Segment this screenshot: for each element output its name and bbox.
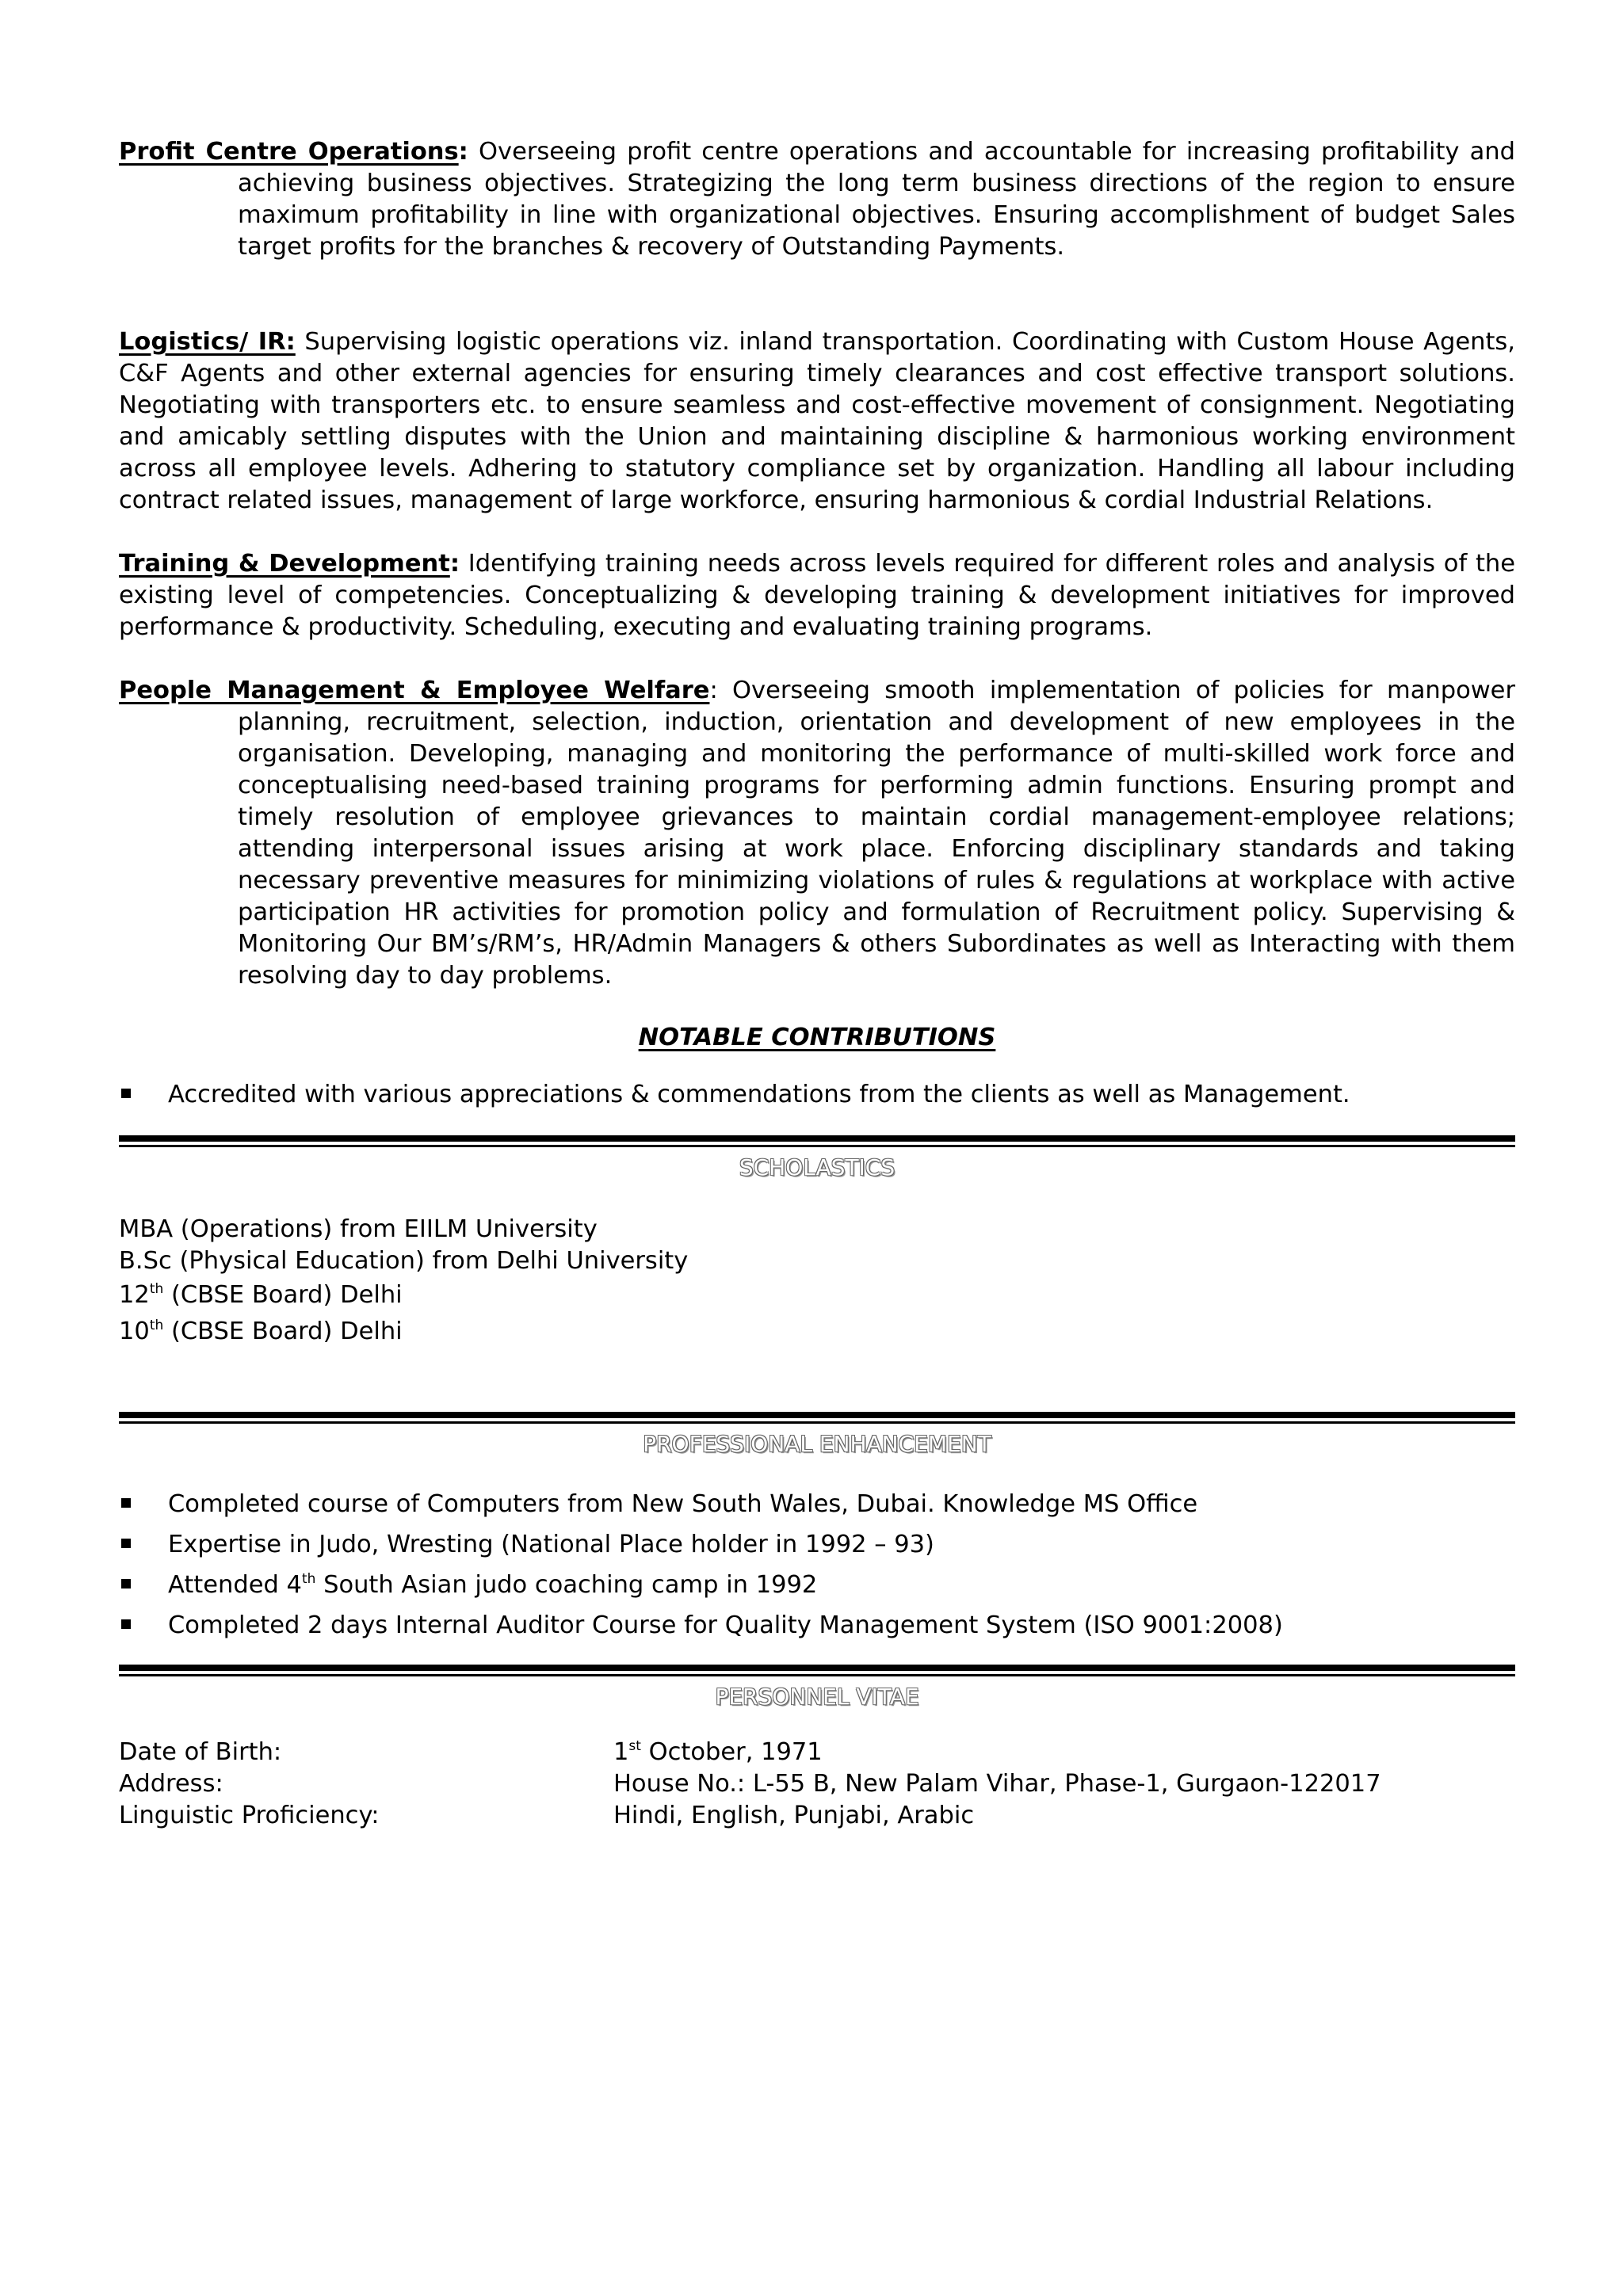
profit-centre-paragraph [119, 136, 1515, 263]
logistics-heading: Logistics/ IR: [119, 328, 296, 356]
list-item: Completed 2 days Internal Auditor Course for Quality Management System (ISO 9001:2008) [119, 1605, 1515, 1646]
people-management-paragraph [119, 675, 1515, 992]
list-item: MBA (Operations) from EIILM University [119, 1215, 598, 1243]
dob-value: 1st October, 1971 [613, 1738, 823, 1766]
linguistic-value: Hindi, English, Punjabi, Arabic [613, 1802, 975, 1829]
dob-row [119, 1737, 1515, 1768]
linguistic-row [119, 1800, 1515, 1832]
list-item: B.Sc (Physical Education) from Delhi University [119, 1247, 689, 1275]
list-item: 10th (CBSE Board) Delhi [119, 1318, 403, 1345]
bullet-square-icon [121, 1539, 131, 1548]
training-paragraph [119, 548, 1515, 643]
profit-centre-text: Overseeing profit centre operations and accountable for increasing profitability and achieving business objectives. Strategizing the long term business directions of the region to ensure maximum profitability in line with organizational objectives. Ensuring accomplishment of budget Sales target profits for the branches & recovery of Outstanding Payments. [238, 138, 1515, 261]
dob-label: Date of Birth: [119, 1738, 282, 1766]
profit-centre-colon: : [458, 138, 468, 166]
notable-contributions-list [119, 1074, 1515, 1115]
people-management-heading: People Management & Employee Welfare [119, 677, 710, 704]
address-label: Address: [119, 1770, 223, 1798]
list-item: Accredited with various appreciations & commendations from the clients as well as Management. [119, 1074, 1515, 1115]
personnel-vitae-rule [119, 1665, 1515, 1676]
linguistic-label: Linguistic Proficiency: [119, 1802, 380, 1829]
logistics-text: Supervising logistic operations viz. inland transportation. Coordinating with Custom House Agents, C&F Agents and other external agencies for ensuring timely clearances and cost effective transport solutions. Negotiating with transporters etc. to ensure seamless and cost-effective movement of consignment. Negotiating and amicably settling disputes with the Union and maintaining discipline & harmonious working environment across all employee levels. Adhering to statutory compliance set by organization. Handling all labour including contract related issues, management of large workforce, ensuring harmonious & cordial Industrial Relations. [119, 328, 1515, 514]
notable-contributions-title: NOTABLE CONTRIBUTIONS [638, 1024, 996, 1051]
bullet-square-icon [121, 1619, 131, 1629]
professional-enhancement-rule [119, 1412, 1515, 1424]
profit-centre-heading: Profit Centre Operations [119, 138, 459, 166]
personnel-vitae-details [119, 1737, 1515, 1832]
bullet-square-icon [121, 1579, 131, 1589]
list-item: Attended 4th South Asian judo coaching camp in 1992 [119, 1565, 1515, 1605]
bullet-square-icon [121, 1089, 131, 1098]
people-management-text: : Overseeing smooth implementation of policies for manpower planning, recruitment, selection, induction, orientation and development of new employees in the organisation. Developing, managing and monitoring the performance of multi-skilled work force and conceptualising need-based training programs for performing admin functions. Ensuring prompt and timely resolution of employee grievances to maintain cordial management-employee relations; attending interpersonal issues arising at work place. Enforcing disciplinary standards and taking necessary preventive measures for minimizing violations of rules & regulations at workplace with active participation HR activities for promotion policy and formulation of Recruitment policy. Supervising & Monitoring Our BM’s/RM’s, HR/Admin Managers & others Subordinates as well as Interacting with them resolving day to day problems. [238, 677, 1515, 990]
logistics-paragraph [119, 326, 1515, 517]
list-item: Expertise in Judo, Wresting (National Place holder in 1992 – 93) [119, 1524, 1515, 1565]
scholastics-rule [119, 1135, 1515, 1147]
professional-enhancement-list [119, 1484, 1515, 1646]
resume-content [119, 136, 1515, 1832]
list-item: Completed course of Computers from New South Wales, Dubai. Knowledge MS Office [119, 1484, 1515, 1524]
scholastics-list [119, 1214, 1515, 1350]
list-item: 12th (CBSE Board) Delhi [119, 1281, 403, 1309]
scholastics-title: SCHOLASTICS [739, 1154, 896, 1180]
training-text: Identifying training needs across levels required for different roles and analysis of the existing level of competencies. Conceptualizing & developing training & development initiatives for improved performance & productivity. Scheduling, executing and evaluating training programs. [119, 550, 1516, 641]
bullet-square-icon [121, 1498, 131, 1508]
training-colon: : [449, 550, 460, 578]
professional-enhancement-title: PROFESSIONAL ENHANCEMENT [643, 1431, 991, 1457]
training-heading: Training & Development [119, 550, 450, 578]
address-value: House No.: L-55 B, New Palam Vihar, Phase-1, Gurgaon-122017 [613, 1770, 1381, 1798]
personnel-vitae-title: PERSONNEL VITAE [715, 1684, 919, 1710]
address-row [119, 1768, 1515, 1800]
